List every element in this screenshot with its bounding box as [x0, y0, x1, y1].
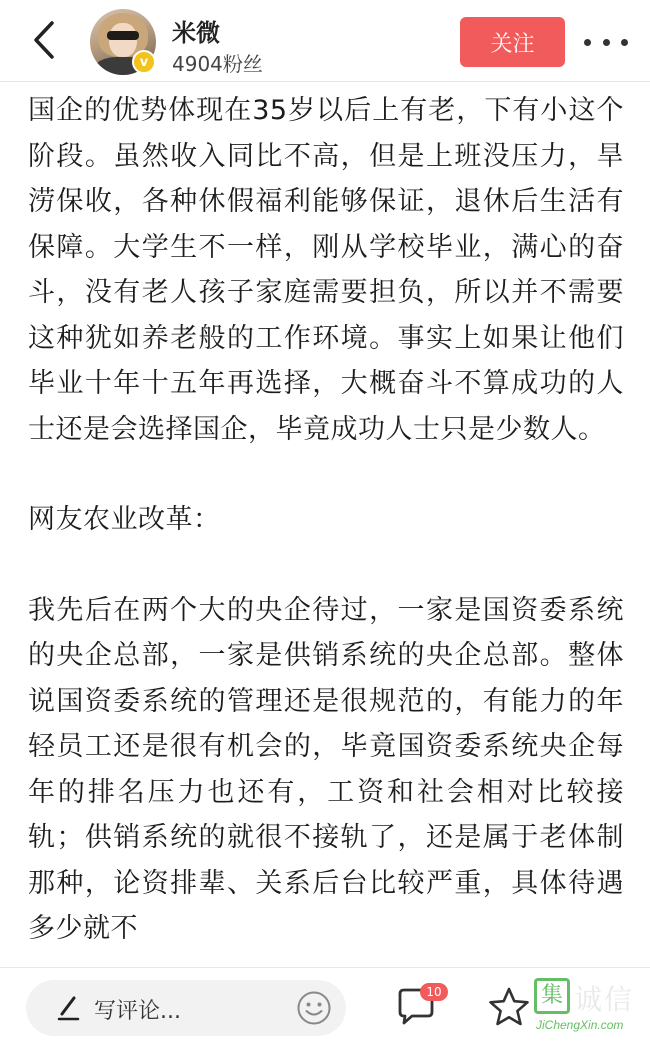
- star-icon[interactable]: [488, 986, 530, 1028]
- more-options-button[interactable]: [584, 24, 628, 60]
- article-body: [0, 82, 650, 967]
- article-paragraph: 网友农业改革：: [28, 504, 221, 535]
- back-arrow-icon: [32, 21, 56, 59]
- back-button[interactable]: [22, 18, 66, 62]
- article-paragraph: 我先后在两个大的央企待过，一家是国资委系统的央企总部，一家是供销系统的央企总部。整体说国资委系统的管理还是很规范的，有能力的年轻员工还是很有机会的，毕竟国资委系统央企每年的排名压力也还有，工资和社会相对比较接轨；供销系统的就很不接轨了，还是属于老体制那种，论资排辈、关系后台比较严重，具体待遇多少就不: [28, 594, 624, 944]
- comment-input[interactable]: [26, 980, 346, 1036]
- emoji-icon[interactable]: [296, 990, 332, 1026]
- verified-badge-icon: v: [132, 50, 156, 74]
- more-dots-icon: [584, 39, 591, 46]
- follow-button[interactable]: 关注: [460, 17, 565, 67]
- author-name[interactable]: 米微: [172, 19, 220, 47]
- author-fans-count: 4904粉丝: [172, 52, 263, 76]
- pen-icon: [56, 994, 82, 1022]
- watermark-text: 诚信: [574, 983, 635, 1016]
- watermark-logo: 集: [534, 978, 570, 1014]
- top-nav-bar: [0, 0, 650, 82]
- article-paragraph: 国企的优势体现在35岁以后上有老，下有小这个阶段。虽然收入同比不高，但是上班没压力，旱涝保收，各种休假福利能够保证，退休后生活有保障。大学生不一样，刚从学校毕业，满心的奋斗，没有老人孩子家庭需要担负，所以并不需要这种犹如养老般的工作环境。事实上如果让他们毕业十年十五年再选择，大概奋斗不算成功的人士还是会选择国企，毕竟成功人士只是少数人。: [28, 95, 624, 445]
- comment-count-badge: 10: [420, 983, 448, 1001]
- watermark-url: JiChengXin.com: [536, 1018, 624, 1032]
- site-watermark: [534, 976, 646, 1038]
- comment-placeholder: 写评论...: [94, 999, 181, 1024]
- bottom-action-bar: [0, 967, 650, 1043]
